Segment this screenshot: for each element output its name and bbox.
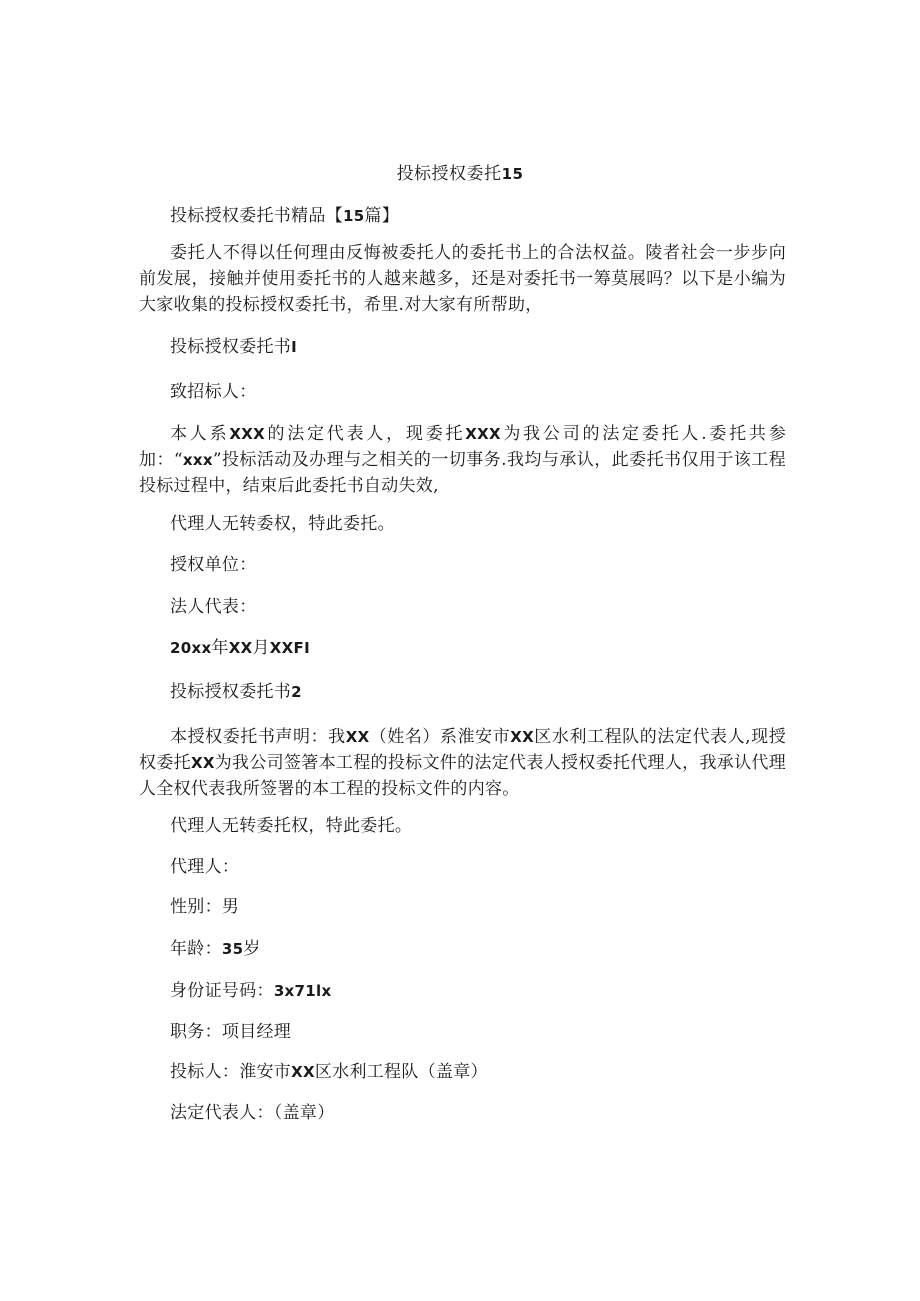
paragraph-no-transfer-1: 代理人无转委权，特此委托。: [170, 514, 395, 534]
field-authorizing-unit: 授权单位：: [170, 555, 257, 575]
paragraph-letter-1-body: 本人系XXX的法定代表人，现委托XXX为我公司的法定委托人.委托共参加：“xxx”投标活动及办理与之相关的一切事务.我均与承认，此委托书仅用于该工程投标过程中，结束后此委托书自动失效,: [139, 424, 787, 496]
heading-letter-1: 投标授权委托书I: [170, 337, 297, 357]
document-title: 投标授权委托15: [396, 164, 524, 184]
paragraph-subtitle: 投标授权委托书精品【15篇】: [170, 206, 400, 226]
field-legal-representative: 法人代表：: [170, 597, 257, 617]
paragraph-addressee: 致招标人：: [170, 382, 257, 402]
field-date: 20xx年XX月XXFI: [170, 638, 310, 658]
paragraph-intro: 委托人不得以任何理由反悔被委托人的委托书上的合法权益。陵者社会一步步向前发展，接触并使用委托书的人越来越多，还是对委托书一筹莫展吗？以下是小编为大家收集的投标授权委托书，希里.对大家有所帮助，: [139, 243, 786, 315]
paragraph-no-transfer-2: 代理人无转委托权，特此委托。: [170, 816, 413, 836]
field-agent: 代理人：: [170, 857, 240, 877]
field-age: 年龄：35岁: [170, 939, 261, 959]
field-id-number: 身份证号码：3x71lx: [170, 981, 332, 1001]
field-bidder: 投标人：淮安市XX区水利工程队（盖章）: [170, 1062, 488, 1082]
field-legal-representative-seal: 法定代表人：（盖章）: [170, 1103, 335, 1123]
field-position: 职务：项目经理: [170, 1022, 292, 1042]
field-gender: 性别：男: [170, 897, 240, 917]
paragraph-letter-2-body: 本授权委托书声明：我XX（姓名）系淮安市XX区水利工程队的法定代表人,现授权委托XX为我公司签箸本工程的投标文件的法定代表人授权委托代理人，我承认代理人全权代表我所签署的本工程的投标文件的内容。: [139, 727, 787, 799]
heading-letter-2: 投标授权委托书2: [170, 682, 302, 702]
